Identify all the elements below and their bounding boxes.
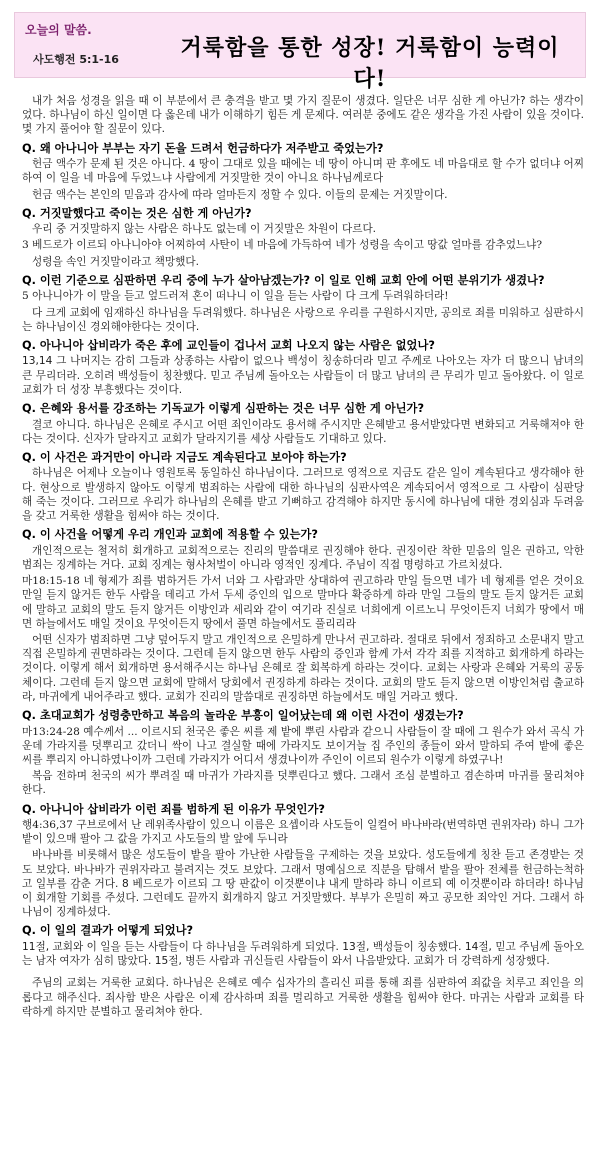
verse-paragraph: 헌금 액수가 문제 된 것은 아니다. 4 땅이 그대로 있을 때에는 네 땅이 아니며 판 후에도 네 마음대로 할 수가 없더냐 어찌하여 이 일을 네 마음에 두었느냐 사람에게 거짓말한 것이 아니요 하나님께로다 <box>22 158 584 185</box>
answer-paragraph: 바나바를 비롯해서 많은 성도들이 밭을 팔아 가난한 사람들을 구제하는 것을 보았다. 성도들에게 칭찬 듣고 존경받는 것도 보았다. 바나바가 권위자라고 불려지는 것도 보았다. 그래서 명예심으로 직분을 탐해서 밭을 팔아 전체를 헌금하는척하고 일부를 감춘 거다. 8 베드로가 이르되 그 땅 판값이 이것뿐이냐 내게 말하라 하니 이르되 예 이것뿐이라 하더라! 하나님이 회개할 기회를 주셨다. 그런데도 끝까지 회개하지 않고 거짓말했다. 부부가 은밀히 짜고 공모한 죄악인 거다. 그래서 하나님이 징계하셨다. <box>22 849 584 919</box>
section-9 <box>22 803 584 920</box>
header-label: 오늘의 말씀. <box>25 23 92 37</box>
section-7 <box>22 528 584 704</box>
question-heading: Q. 이 사건은 과거만이 아니라 지금도 계속된다고 보아야 하는가? <box>22 450 347 464</box>
question-heading: Q. 아나니아 삽비라가 이런 죄를 범하게 된 이유가 무엇인가? <box>22 802 325 816</box>
verse-paragraph: 3 베드로가 이르되 아나니아야 어찌하여 사탄이 네 마음에 가득하여 네가 성령을 속이고 땅값 얼마를 감추었느냐? <box>22 239 543 252</box>
answer-paragraph: 어떤 신자가 범죄하면 그냥 덮어두지 말고 개인적으로 은밀하게 만나서 권고하라. 절대로 뒤에서 정죄하고 소문내지 말고 직접 은밀하게 권면하라는 것이다. 그런데 듣지 않으면 한두 사람의 증인과 함께 가서 각각 죄를 지적하고 회개하게 하라는 것이다. 이렇게 해서 회개하면 용서해주시는 하나님 은혜로 잘 회복하게 하라는 것이다. 교회는 사랑과 은혜와 거룩의 공동체이다. 그런데 듣지 않으면 교회에 말해서 당회에서 권징하게 하라는 것이다. 교회의 말도 듣지 않으면 이방인처럼 출교하라, 마귀에게 내어주라고 했다. 교회가 진리의 말씀대로 권징하면 하늘에서도 매일 거라고 했다. <box>22 633 584 703</box>
answer-paragraph: 복음 전하며 천국의 씨가 뿌려질 때 마귀가 가라지를 덧뿌린다고 했다. 그래서 조심 분별하고 겸손하며 마귀를 물리쳐야 한다. <box>22 770 584 797</box>
section-2 <box>22 207 584 269</box>
question-heading: Q. 이런 기준으로 심판하면 우리 중에 누가 살아남겠는가? 이 일로 인해 교회 안에 어떤 분위기가 생겼나? <box>22 273 545 287</box>
answer-paragraph: 하나님은 어제나 오늘이나 영원토록 동일하신 하나님이다. 그러므로 영적으로 지금도 같은 일이 계속된다고 생각해야 한다. 현상으로 발생하지 않아도 이렇게 범죄하는 사람에 대한 하나님의 심판사역은 계속되어서 영적으로 그 사람이 심판당해 죽는 것이다. 그러므로 우리가 하나님의 은혜를 받고 기뻐하고 감격해야 하지만 동시에 하나님에 대한 경외심과 두려움을 갖고 거룩한 생활을 힘써야 하는 것이다. <box>22 467 584 523</box>
section-8 <box>22 709 584 798</box>
answer-paragraph: 결코 아니다. 하나님은 은혜로 주시고 어떤 죄인이라도 용서해 주시지만 은혜받고 용서받았다면 변화되고 거룩해져야 한다는 것이다. 신자가 달라지고 교회가 달라지기를 세상 사람들도 기대하고 있다. <box>22 418 584 445</box>
verse-paragraph: 행4:36,37 구브로에서 난 레위족사람이 있으니 이름은 요셉이라 사도들이 일컬어 바나바라(번역하면 권위자라) 하니 그가 밭이 있으매 팔아 그 값을 가지고 사도들의 발 앞에 두니라 <box>22 819 584 846</box>
question-heading: Q. 이 일의 결과가 어떻게 되었나? <box>22 924 194 938</box>
section-3 <box>22 274 584 334</box>
question-heading: Q. 아나니아 삽비라가 죽은 후에 교인들이 겁나서 교회 나오지 않는 사람은 없었나? <box>22 338 435 352</box>
scripture-reference: 사도행전 5:1-16 <box>33 53 119 66</box>
section-10 <box>22 924 584 968</box>
question-heading: Q. 왜 아나니아 부부는 자기 돈을 드려서 헌금하다가 저주받고 죽었는가? <box>22 141 384 155</box>
answer-paragraph: 다 크게 교회에 임재하신 하나님을 두려워했다. 하나님은 사랑으로 우리를 구원하시지만, 공의로 죄를 미워하고 심판하시는 하나님이신 경외해야한다는 것이다. <box>22 306 584 333</box>
answer-paragraph: 헌금 액수는 본인의 믿음과 감사에 따라 얼마든지 정할 수 있다. 이들의 문제는 거짓말이다. <box>32 188 448 201</box>
question-heading: Q. 거짓말했다고 죽이는 것은 심한 게 아닌가? <box>22 206 252 220</box>
question-heading: Q. 초대교회가 성령충만하고 복음의 놀라운 부흥이 일어났는데 왜 이런 사건이 생겼는가? <box>22 709 464 722</box>
question-heading: Q. 은혜와 용서를 강조하는 기독교가 이렇게 심판하는 것은 너무 심한 게 아닌가? <box>22 402 425 416</box>
verse-paragraph: 마13:24-28 예수께서 ... 이르시되 천국은 좋은 씨를 제 밭에 뿌린 사람과 같으니 사람들이 잘 때에 그 원수가 와서 곡식 가운데 가라지를 덧뿌리고 갔더니 싹이 나고 결실할 때에 가라지도 보이거늘 집 주인의 종들이 와서 말하되 주여 밭에 좋은 씨를 뿌리지 아니하였나이까 그런데 가라지가 어디서 생겼나이까 주인이 이르되 원수가 이렇게 하였구나! <box>22 725 584 766</box>
section-1 <box>22 142 584 202</box>
verse-paragraph: 마18:15-18 네 형제가 죄를 범하거든 가서 너와 그 사람과만 상대하여 권고하라 만일 들으면 네가 네 형제를 얻은 것이요 만일 듣지 않거든 한두 사람을 데리고 가서 두세 증인의 입으로 말마다 확증하게 하라 만일 그들의 말도 듣지 않거든 교회에 말하고 교회의 말도 듣지 않거든 이방인과 세리와 같이 여기라 진실로 너희에게 이르노니 무엇이든지 너희가 땅에서 매면 하늘에서도 매일 것이요 무엇이든지 땅에서 풀면 하늘에서도 풀리리라 <box>22 575 584 630</box>
conclusion-paragraph: 주님의 교회는 거룩한 교회다. 하나님은 은혜로 예수 십자가의 흘리신 피를 통해 죄를 심판하여 죄값을 치루고 죄인을 의롭다고 해주신다. 죄사함 받은 사람은 이제 감사하며 죄를 멀리하고 거룩한 생활을 힘써야 한다. 마귀는 사람과 교회를 타락하게 하지만 분별하고 물리쳐야 한다. <box>22 977 584 1018</box>
answer-paragraph: 11절, 교회와 이 일을 듣는 사람들이 다 하나님을 두려워하게 되었다. 13절, 백성들이 칭송했다. 14절, 믿고 주님께 돌아오는 남자 여자가 심히 많았다. 15절, 병든 사람과 귀신들린 사람들이 와서 나음받았다. 교회가 더 강력하게 성장했다. <box>22 940 584 968</box>
intro-paragraph: 내가 처음 성경을 읽을 때 이 부분에서 큰 충격을 받고 몇 가지 질문이 생겼다. 일단은 너무 심한 게 아닌가? 하는 생각이었다. 하나님이 하신 일이면 다 옳은데 내가 이해하기 힘든 게 문제다. 여러분 중에도 같은 생각을 가진 사람이 있을 것이다. 몇 가지 풀어야 할 질문이 있다. <box>22 95 584 136</box>
page-title: 거룩함을 통한 성장! 거룩함이 능력이다! <box>180 35 560 92</box>
answer-paragraph: 우리 중 거짓말하지 않는 사람은 하나도 없는데 이 거짓말은 차원이 다르다. <box>32 223 377 236</box>
section-6 <box>22 451 584 523</box>
header-banner <box>14 12 586 92</box>
section-5 <box>22 402 584 446</box>
question-heading: Q. 이 사건을 어떻게 우리 개인과 교회에 적용할 수 있는가? <box>22 528 318 542</box>
verse-paragraph: 5 아나니아가 이 말을 듣고 엎드러져 혼이 떠나니 이 일을 듣는 사람이 다 크게 두려워하더라! <box>22 290 449 303</box>
answer-paragraph: 개인적으로는 철저히 회개하고 교회적으로는 진리의 말씀대로 권징해야 한다. 권징이란 착한 믿음의 일은 권하고, 악한 범죄는 징계하는 거다. 교회 징계는 형사처벌이 아니라 영적인 징계다. 주님이 직접 명령하고 가르치셨다. <box>22 544 584 571</box>
answer-paragraph: 13,14 그 나머지는 감히 그들과 상종하는 사람이 없으나 백성이 칭송하더라 믿고 주께로 나아오는 자가 더 많으니 남녀의 큰 무리더라. 오히려 백성들이 칭찬했다. 믿고 주님께 돌아오는 사람들이 더 많고 남녀의 큰 무리가 믿고 돌아왔다. 이 일로 교회가 더 성장 부흥했다는 것이다. <box>22 355 584 396</box>
section-4 <box>22 339 584 397</box>
sermon-body <box>22 94 584 1021</box>
answer-paragraph: 성령을 속인 거짓말이라고 책망했다. <box>32 255 199 268</box>
